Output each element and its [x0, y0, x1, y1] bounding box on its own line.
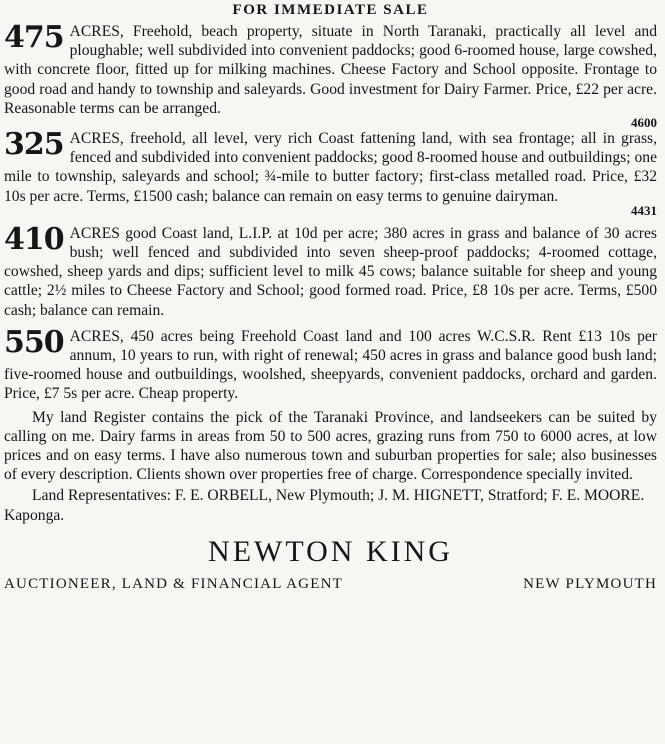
listing-acreage: 325: [4, 127, 64, 163]
listing-text: ACRES good Coast land, L.I.P. at 10d per acre; 380 acres in grass and balance of 30 acres bush; well fenced and subdivided into seven sheep-proof paddocks; 4-roomed cottage, cowshed, sheep yards and dips; sufficient level to milk 45 cows; balance suitable for sheep and young cattle; 2½ miles to Cheese Factory and School; good formed road. Price, £8 10s per acre. Terms, £500 cash; balance can remain.: [4, 224, 657, 319]
listing-ref: 4431: [631, 202, 657, 218]
listing-550: [4, 324, 657, 404]
listing-text: ACRES, Freehold, beach property, situate in North Taranaki, practically all level and ploughable; well subdivided into convenient paddocks; good 6-roomed house, large cowshed, with concrete floor, fitted up for milking machines. Cheese Factory and School opposite. Frontage to good road and handy to township and saleyards. Good investment for Dairy Farmer. Price, £22 per acre. Reasonable terms can be arranged.: [4, 23, 657, 117]
listing-acreage: 475: [4, 20, 64, 55]
ad-header: FOR IMMEDIATE SALE: [232, 2, 429, 18]
listing-410: [4, 221, 657, 320]
listing-text: ACRES, freehold, all level, very rich Coast fattening land, with sea frontage; all in grass, fenced and subdivided into convenient paddocks; good 8-roomed house and outbuildings; one mile to township, saleyards and school; ¾-mile to butter factory; first-class metalled road. Price, £32 10s per acre. Terms, £1500 cash; balance can remain on easy terms to genuine dairyman.: [4, 130, 657, 205]
listing-475: [4, 22, 657, 129]
footer: [4, 575, 657, 593]
listing-acreage: 550: [4, 324, 64, 360]
listing-acreage: 410: [4, 221, 64, 257]
land-representatives: Land Representatives: F. E. ORBELL, New Plymouth; J. M. HIGNETT, Stratford; F. E. MOORE. Kaponga.: [4, 487, 645, 524]
register-paragraph: My land Register contains the pick of the Taranaki Province, and landseekers can be suited by calling on me. Dairy farms in areas from 50 to 500 acres, grazing runs from 750 to 6000 acres, at low prices and on easy terms. I have also numerous town and suburban properties for sale; also businesses of every description. Clients shown over properties free of charge. Correspondence specially invited.: [4, 408, 657, 484]
listing-325: [4, 129, 657, 217]
firm-name: NEWTON KING: [208, 534, 453, 568]
listing-text: ACRES, 450 acres being Freehold Coast land and 100 acres W.C.S.R. Rent £13 10s per annum, 10 years to run, with right of renewal; 450 acres in grass and balance good bush land; five-roomed house and outbuildings, woolshed, sheepyards, convenient paddocks, orchard and garden. Price, £7 5s per acre. Cheap property.: [4, 327, 657, 403]
footer-occupation: AUCTIONEER, LAND & FINANCIAL AGENT: [4, 575, 343, 592]
footer-location: NEW PLYMOUTH: [523, 575, 657, 592]
listing-ref: 4600: [631, 115, 657, 131]
